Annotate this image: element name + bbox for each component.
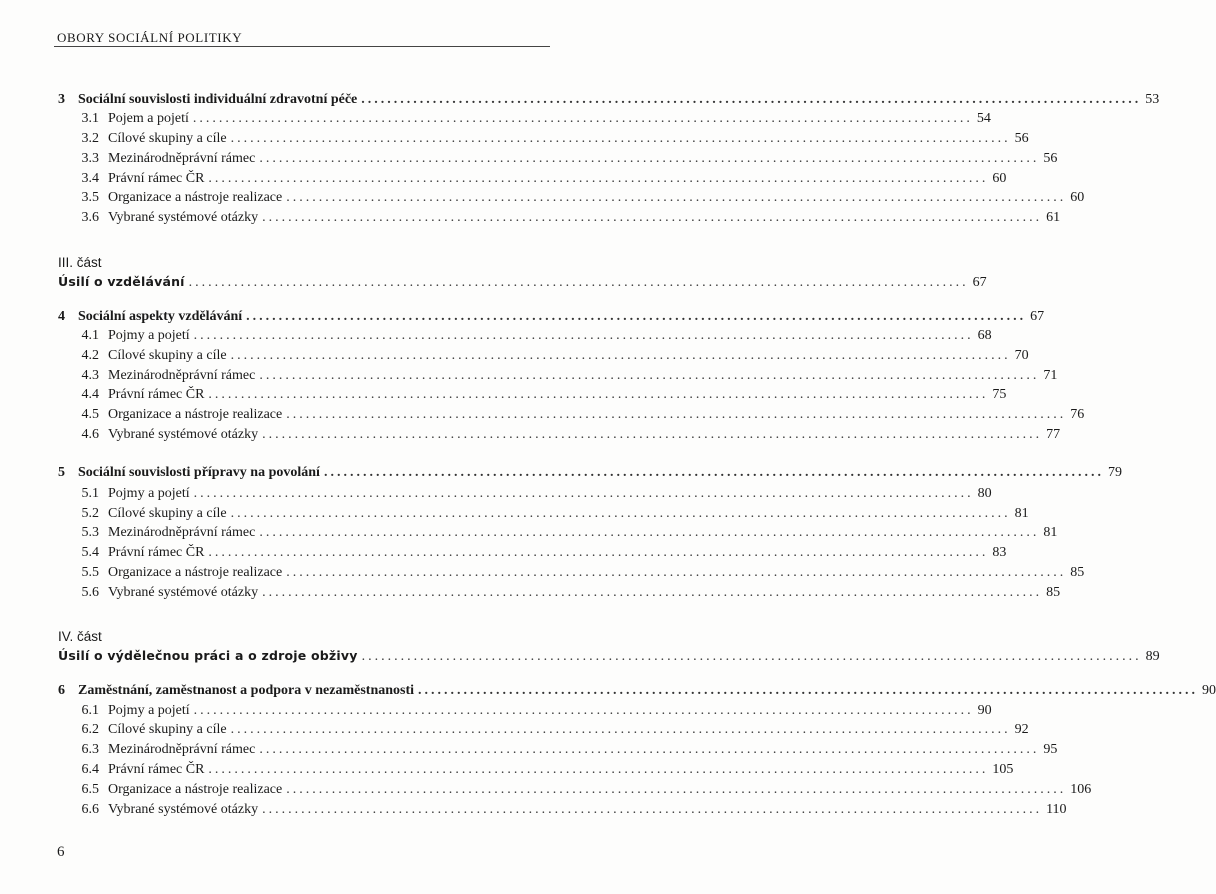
toc-subsection [58, 762, 1014, 782]
entry-number: 5.1 [81, 486, 99, 501]
dot-leader: ........................................................................................................................ [286, 407, 1067, 422]
entry-number: 4.1 [81, 328, 99, 343]
entry-number: 4.3 [81, 368, 99, 383]
entry-number: 6.4 [81, 762, 99, 777]
dot-leader: ........................................................................................................................ [286, 190, 1067, 205]
toc-subsection [58, 782, 1092, 802]
running-head: OBORY SOCIÁLNÍ POLITIKY [57, 30, 243, 45]
entry-page: 75 [992, 387, 1007, 402]
entry-title: Cílové skupiny a cíle [108, 131, 227, 146]
entry-number: 3.3 [81, 151, 99, 166]
entry-title: Sociální souvislosti individuální zdravotní péče [78, 92, 358, 107]
entry-page: 95 [1043, 742, 1058, 757]
entry-number: 6.2 [81, 722, 99, 737]
toc-subsection [58, 802, 1067, 822]
toc-part-title [58, 274, 987, 294]
entry-number: 5.5 [81, 565, 99, 580]
dot-leader: ........................................................................................................................ [262, 427, 1043, 442]
entry-title: Právní rámec ČR [108, 387, 205, 402]
entry-page: 56 [1043, 151, 1058, 166]
dot-leader: ........................................................................................................................ [193, 703, 974, 718]
entry-title: Organizace a nástroje realizace [108, 407, 283, 422]
entry-title: Úsilí o výdělečnou práci a o zdroje obživy [58, 648, 358, 663]
entry-number: 6.6 [81, 802, 99, 817]
entry-page: 90 [977, 703, 992, 718]
dot-leader: ........................................................................................................................ [262, 585, 1043, 600]
dot-leader: ........................................................................................................................ [361, 92, 1142, 107]
entry-number: 5.6 [81, 585, 99, 600]
entry-number: 3.2 [81, 131, 99, 146]
header-rule [54, 46, 550, 47]
dot-leader: ........................................................................................................................ [259, 368, 1040, 383]
entry-number: 3.6 [81, 210, 99, 225]
entry-title: Mezinárodněprávní rámec [108, 151, 256, 166]
entry-number: 3 [58, 92, 65, 107]
toc-subsection [58, 525, 1058, 545]
entry-page: 110 [1046, 802, 1067, 817]
entry-number: 4.6 [81, 427, 99, 442]
dot-leader: ........................................................................................................................ [230, 348, 1011, 363]
dot-leader: ........................................................................................................................ [259, 525, 1040, 540]
dot-leader: ........................................................................................................................ [418, 683, 1199, 698]
dot-leader: ........................................................................................................................ [188, 275, 969, 290]
entry-title: Pojem a pojetí [108, 111, 189, 126]
entry-title: Organizace a nástroje realizace [108, 190, 283, 205]
entry-number: 6.3 [81, 742, 99, 757]
entry-title: Organizace a nástroje realizace [108, 565, 283, 580]
dot-leader: ........................................................................................................................ [230, 131, 1011, 146]
dot-leader: ........................................................................................................................ [193, 486, 974, 501]
entry-number: 5 [58, 465, 65, 480]
entry-title: Vybrané systémové otázky [108, 210, 259, 225]
toc-subsection [58, 387, 1007, 407]
toc-subsection [58, 722, 1029, 742]
entry-title: Cílové skupiny a cíle [108, 348, 227, 363]
entry-number: 5.2 [81, 506, 99, 521]
entry-title: Mezinárodněprávní rámec [108, 368, 256, 383]
entry-title: Cílové skupiny a cíle [108, 722, 227, 737]
entry-title: Pojmy a pojetí [108, 486, 190, 501]
entry-page: 61 [1046, 210, 1061, 225]
entry-page: 76 [1070, 407, 1085, 422]
entry-page: 89 [1145, 649, 1160, 664]
entry-number: 5.3 [81, 525, 99, 540]
entry-title: Mezinárodněprávní rámec [108, 742, 256, 757]
toc-subsection [58, 545, 1007, 565]
toc-subsection [58, 486, 992, 506]
entry-number: 4.4 [81, 387, 99, 402]
entry-title: Cílové skupiny a cíle [108, 506, 227, 521]
toc-subsection [58, 506, 1029, 526]
toc-subsection [58, 585, 1061, 605]
entry-page: 54 [976, 111, 991, 126]
entry-title: Právní rámec ČR [108, 762, 205, 777]
entry-page: 71 [1043, 368, 1058, 383]
dot-leader: ........................................................................................................................ [208, 171, 989, 186]
entry-title: Vybrané systémové otázky [108, 585, 259, 600]
entry-page: 67 [1030, 309, 1045, 324]
toc-subsection [58, 131, 1029, 151]
entry-page: 60 [992, 171, 1007, 186]
dot-leader: ........................................................................................................................ [208, 387, 989, 402]
dot-leader: ........................................................................................................................ [193, 328, 974, 343]
entry-title: Organizace a nástroje realizace [108, 782, 283, 797]
dot-leader: ........................................................................................................................ [192, 111, 973, 126]
entry-title: Sociální souvislosti přípravy na povolání [78, 465, 320, 480]
toc-chapter [58, 465, 1122, 485]
dot-leader: ........................................................................................................................ [286, 782, 1067, 797]
dot-leader: ........................................................................................................................ [208, 545, 989, 560]
entry-page: 60 [1070, 190, 1085, 205]
entry-page: 85 [1046, 585, 1061, 600]
entry-title: Mezinárodněprávní rámec [108, 525, 256, 540]
toc-chapter [58, 683, 1216, 703]
entry-page: 68 [977, 328, 992, 343]
dot-leader: ........................................................................................................................ [262, 210, 1043, 225]
entry-page: 85 [1070, 565, 1085, 580]
toc-subsection [58, 407, 1085, 427]
entry-title: Pojmy a pojetí [108, 328, 190, 343]
dot-leader: ........................................................................................................................ [259, 742, 1040, 757]
dot-leader: ........................................................................................................................ [230, 506, 1011, 521]
entry-title: Sociální aspekty vzdělávání [78, 309, 243, 324]
toc-subsection [58, 703, 992, 723]
toc-subsection [58, 368, 1058, 388]
toc-subsection [58, 742, 1058, 762]
toc-subsection [58, 210, 1061, 230]
toc-subsection [58, 565, 1085, 585]
entry-number: 4 [58, 309, 65, 324]
entry-page: 53 [1145, 92, 1160, 107]
entry-title: Vybrané systémové otázky [108, 802, 259, 817]
entry-title: Vybrané systémové otázky [108, 427, 259, 442]
dot-leader: ........................................................................................................................ [230, 722, 1011, 737]
entry-title: Pojmy a pojetí [108, 703, 190, 718]
entry-number: 6.5 [81, 782, 99, 797]
dot-leader: ........................................................................................................................ [208, 762, 989, 777]
toc-subsection [58, 427, 1061, 447]
toc-subsection [58, 190, 1085, 210]
toc-subsection [58, 111, 991, 131]
entry-page: 70 [1014, 348, 1029, 363]
entry-page: 81 [1043, 525, 1058, 540]
entry-number: 6.1 [81, 703, 99, 718]
entry-number: 5.4 [81, 545, 99, 560]
entry-title: Zaměstnání, zaměstnanost a podpora v nezaměstnanosti [78, 683, 415, 698]
entry-page: 92 [1014, 722, 1029, 737]
dot-leader: ........................................................................................................................ [259, 151, 1040, 166]
entry-number: 4.2 [81, 348, 99, 363]
entry-page: 105 [992, 762, 1014, 777]
toc-chapter [58, 309, 1045, 329]
page-number: 6 [57, 844, 65, 860]
dot-leader: ........................................................................................................................ [262, 802, 1043, 817]
entry-page: 81 [1014, 506, 1029, 521]
entry-number: 3.1 [81, 111, 99, 126]
entry-page: 67 [972, 275, 987, 290]
entry-page: 90 [1202, 683, 1216, 698]
part-label: III. část [58, 255, 102, 270]
entry-page: 77 [1046, 427, 1061, 442]
toc-subsection [58, 328, 992, 348]
entry-title: Úsilí o vzdělávání [58, 274, 185, 289]
entry-title: Právní rámec ČR [108, 171, 205, 186]
entry-page: 79 [1107, 465, 1122, 480]
entry-number: 6 [58, 683, 65, 698]
part-label: IV. část [58, 629, 102, 644]
dot-leader: ........................................................................................................................ [361, 649, 1142, 664]
toc-part-title [58, 648, 1160, 668]
dot-leader: ........................................................................................................................ [323, 465, 1104, 480]
entry-page: 56 [1014, 131, 1029, 146]
toc-chapter [58, 92, 1160, 112]
toc-subsection [58, 151, 1058, 171]
dot-leader: ........................................................................................................................ [246, 309, 1027, 324]
entry-page: 83 [992, 545, 1007, 560]
entry-number: 3.4 [81, 171, 99, 186]
dot-leader: ........................................................................................................................ [286, 565, 1067, 580]
toc-subsection [58, 171, 1007, 191]
toc-subsection [58, 348, 1029, 368]
entry-number: 4.5 [81, 407, 99, 422]
entry-number: 3.5 [81, 190, 99, 205]
entry-page: 106 [1070, 782, 1092, 797]
entry-page: 80 [977, 486, 992, 501]
entry-title: Právní rámec ČR [108, 545, 205, 560]
